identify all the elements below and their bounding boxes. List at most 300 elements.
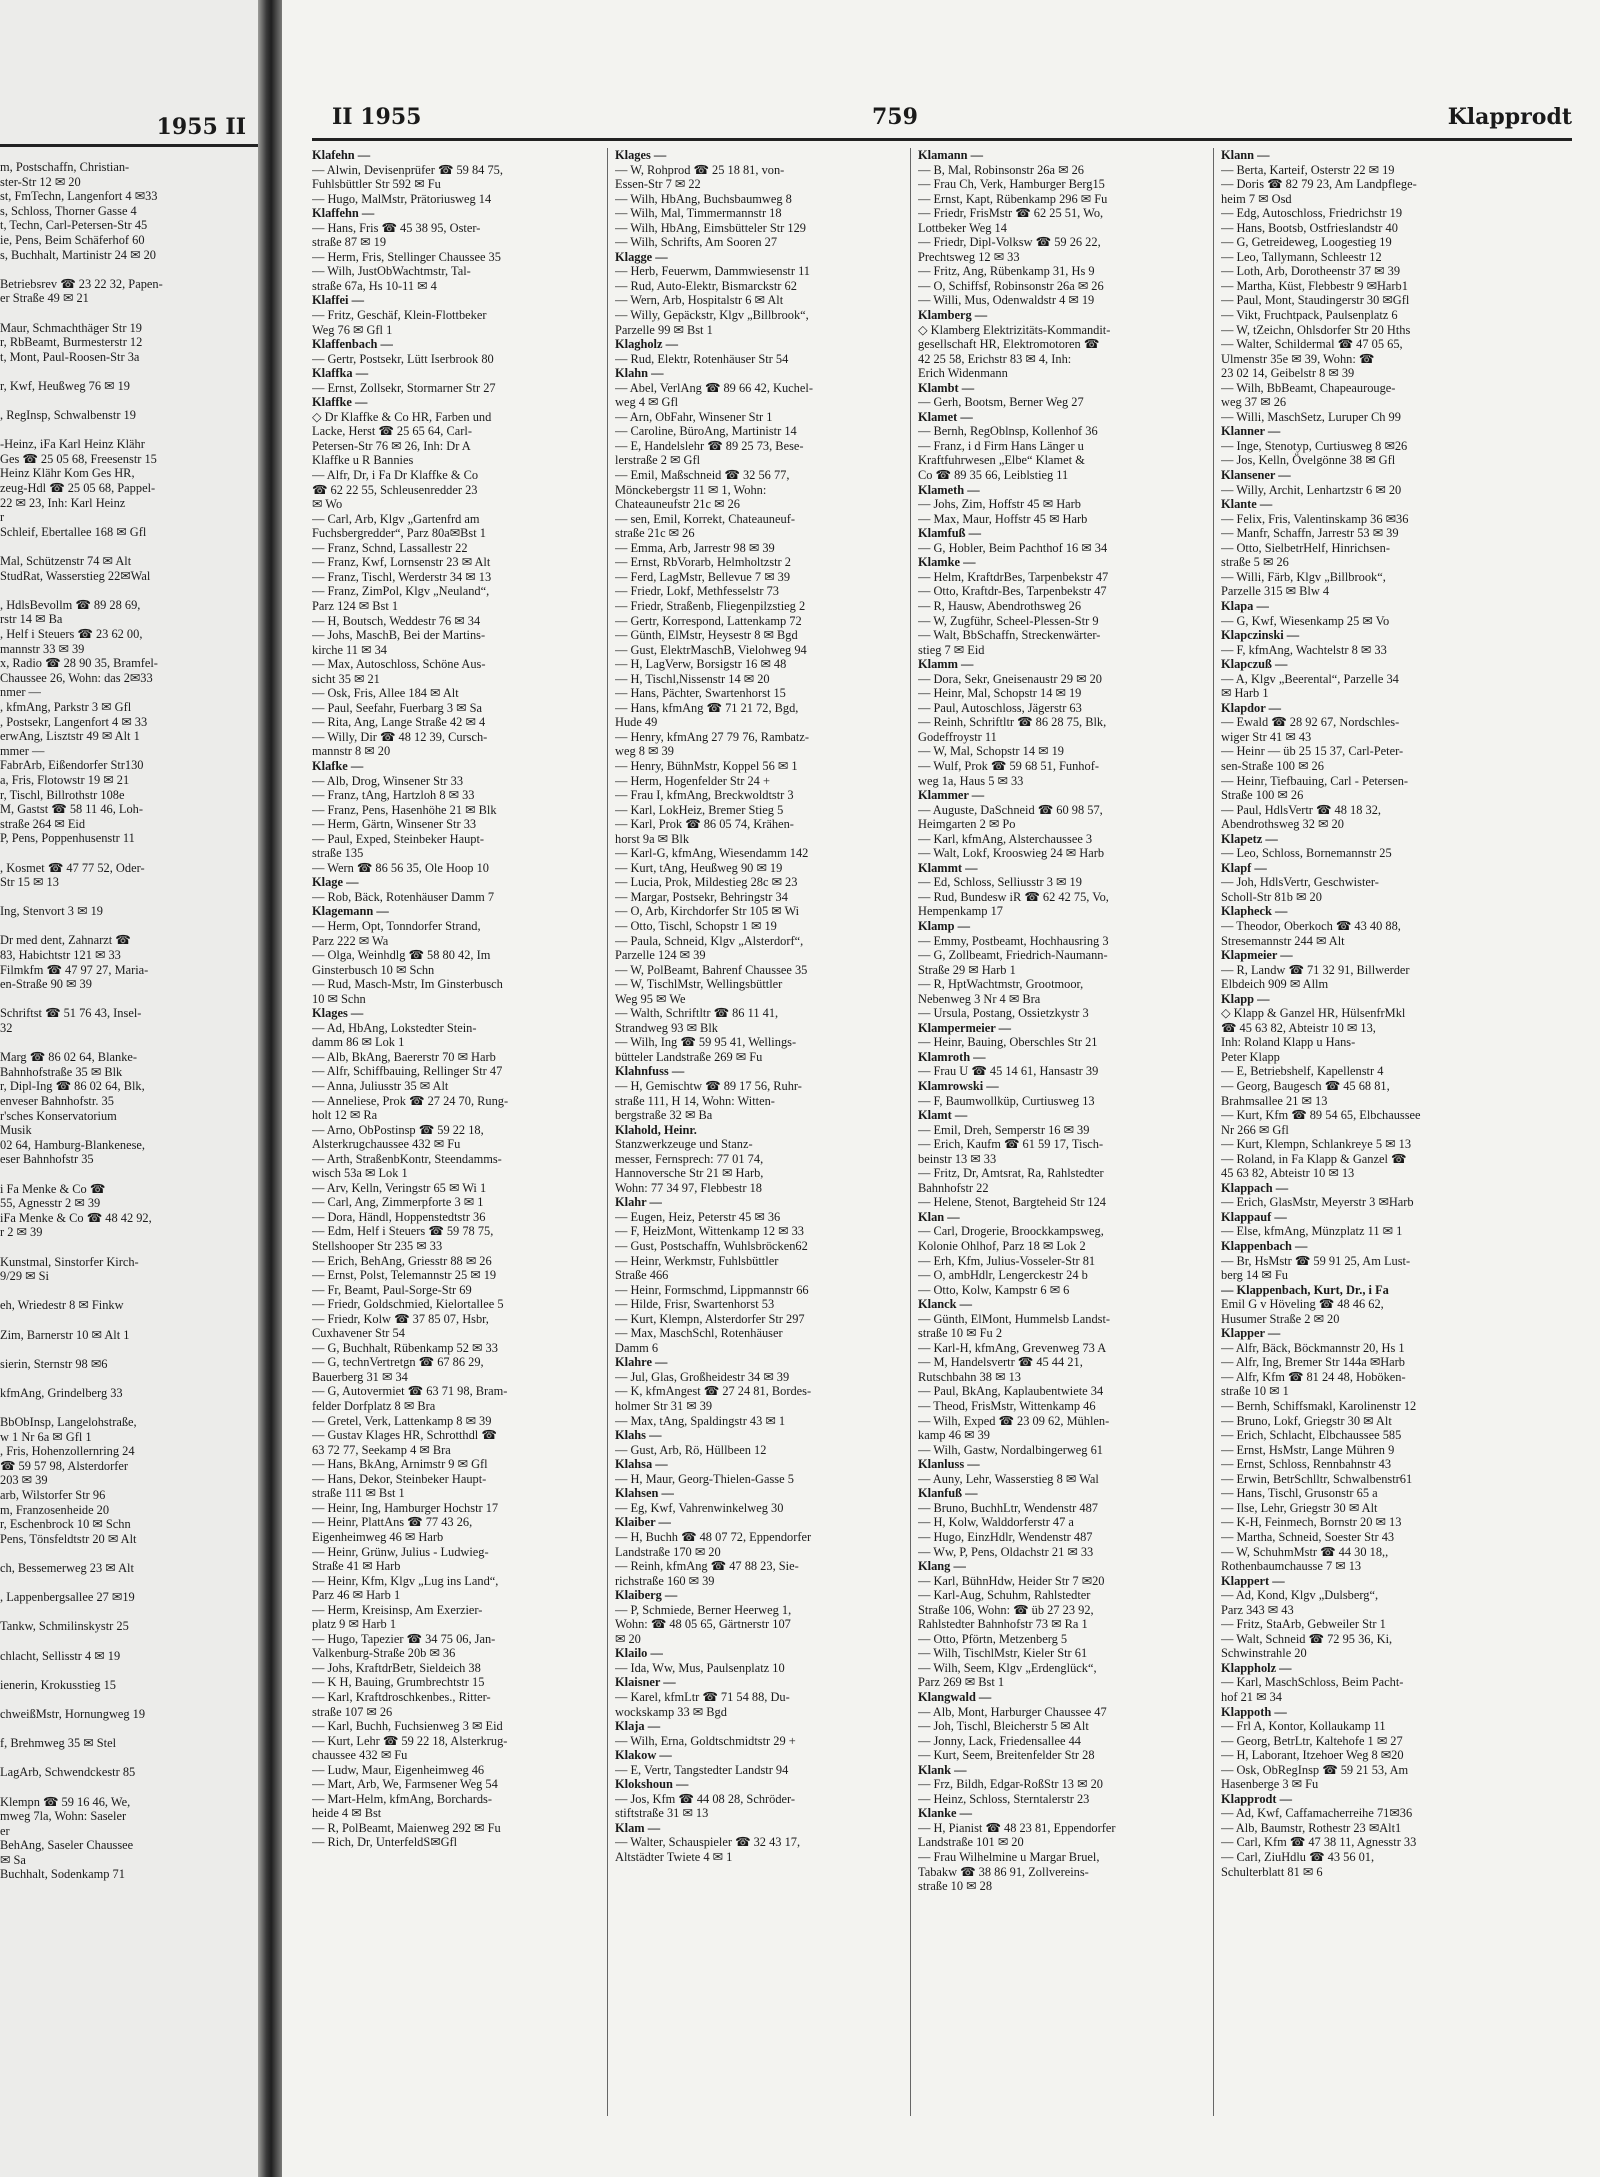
directory-entry-line: — R, PolBeamt, Maienweg 292 ✉ Fu [312, 1820, 501, 1835]
directory-entry-line: — Wilh, Gastw, Nordalbingerweg 61 [918, 1442, 1103, 1457]
directory-entry-line: Klameth — [918, 482, 980, 497]
directory-entry-line [0, 306, 250, 321]
directory-entry-line: straße 135 [312, 846, 364, 861]
directory-entry-line: Klampermeier — [918, 1020, 1012, 1035]
directory-entry-line: — Otto, SielbetrHelf, Hinrichsen- [1221, 540, 1390, 555]
directory-entry-line: Heimgarten 2 ✉ Po [918, 817, 1016, 832]
directory-entry-line: Chateauneufstr 21c ✉ 26 [615, 497, 740, 512]
directory-entry-line: — Wilh, Ing ☎ 59 95 41, Wellings- [615, 1035, 797, 1050]
page-number: 759 [872, 104, 918, 130]
directory-entry-line: — Ernst, Kapt, Rübenkamp 296 ✉ Fu [918, 191, 1108, 206]
directory-entry-line: platz 9 ✉ Harb 1 [312, 1617, 397, 1632]
directory-entry-line: eser Bahnhofstr 35 [0, 1152, 94, 1167]
directory-entry-line: — Franz, Schnd, Lassallestr 22 [312, 540, 468, 555]
directory-entry-line: — Hans, Pächter, Swartenhorst 15 [615, 686, 786, 701]
directory-entry-line: Parz 124 ✉ Bst 1 [312, 598, 399, 613]
directory-entry-line: — Franz, Tischl, Werderstr 34 ✉ 13 [312, 569, 492, 584]
directory-entry-line: Klanluss — [918, 1457, 980, 1472]
directory-entry-line: straße 111 ✉ Bst 1 [312, 1486, 405, 1501]
directory-entry-line: — Willi, MaschSetz, Luruper Ch 99 [1221, 409, 1401, 424]
directory-entry-line: r, Kwf, Heußweg 76 ✉ 19 [0, 378, 130, 393]
directory-entry-line: — Mart, Arb, We, Farmsener Weg 54 [312, 1777, 498, 1792]
directory-entry-line: kamp 46 ✉ 39 [918, 1428, 990, 1443]
directory-entry-line: — H, Maur, Georg-Thielen-Gasse 5 [615, 1471, 794, 1486]
directory-entry-line: Klahn — [615, 366, 664, 381]
directory-entry-line: , Postsekr, Langenfort 4 ✉ 33 [0, 714, 148, 729]
directory-entry-line: beinstr 13 ✉ 33 [918, 1151, 997, 1166]
directory-entry-line: — Martha, Schneid, Soester Str 43 [1221, 1529, 1395, 1544]
directory-entry-line: — Günth, ElMont, Hummelsb Landst- [918, 1311, 1111, 1326]
directory-entry-line: — G, technVertretgn ☎ 67 86 29, [312, 1355, 484, 1370]
directory-entry-line: i Fa Menke & Co ☎ [0, 1181, 106, 1196]
directory-entry-line: — Friedr, FrisMstr ☎ 62 25 51, Wo, [918, 206, 1104, 221]
directory-entry-line: Essen-Str 7 ✉ 22 [615, 177, 701, 192]
directory-entry-line: — Max, Autoschloss, Schöne Aus- [312, 657, 486, 672]
directory-entry-line: — Bruno, Lokf, Griegstr 30 ✉ Alt [1221, 1413, 1392, 1428]
directory-entry-line: 203 ✉ 39 [0, 1473, 48, 1488]
directory-entry-line: — Frau Ch, Verk, Hamburger Berg15 [918, 177, 1105, 192]
header-edition: II 1955 [332, 104, 422, 130]
directory-entry-line [0, 262, 250, 277]
directory-entry-line: sierin, Sternstr 98 ✉6 [0, 1356, 108, 1371]
directory-entry-line: ◇ Klamberg Elektrizitäts-Kommandit- [918, 322, 1111, 337]
directory-entry-line: Klaisner — [615, 1675, 676, 1690]
directory-entry-line: — Fritz, Dr, Amtsrat, Ra, Rahlstedter [918, 1166, 1104, 1181]
directory-entry-line: — Br, HsMstr ☎ 59 91 25, Am Lust- [1221, 1253, 1411, 1268]
directory-entry-line: r'sches Konservatorium [0, 1108, 117, 1123]
directory-entry-line: — Hans, Bootsb, Ostfrieslandstr 40 [1221, 220, 1398, 235]
directory-entry-line: — Wilh, Schrifts, Am Sooren 27 [615, 235, 778, 250]
directory-entry-line: — Wilh, HbAng, Buchsbaumweg 8 [615, 191, 792, 206]
directory-entry-line: Damm 6 [615, 1340, 659, 1355]
directory-entry-line: berg 14 ✉ Fu [1221, 1268, 1288, 1283]
directory-entry-line: damm 86 ✉ Lok 1 [312, 1035, 405, 1050]
directory-entry-line: stiftstraße 31 ✉ 13 [615, 1806, 709, 1821]
directory-entry-line: — Alfr, Bäck, Böckmannstr 20, Hs 1 [1221, 1340, 1405, 1355]
directory-entry-line: — E, Vertr, Tangstedter Landstr 94 [615, 1762, 789, 1777]
directory-entry-line: Kunstmal, Sinstorfer Kirch- [0, 1254, 139, 1269]
directory-entry-line: — E, Betriebshelf, Kapellenstr 4 [1221, 1064, 1384, 1079]
header-catchword: Klapprodt [1447, 104, 1572, 130]
directory-entry-line: — Gertr, Korrespond, Lattenkamp 72 [615, 613, 802, 628]
directory-entry-line: — Carl, Kfm ☎ 47 38 11, Agnesstr 33 [1221, 1835, 1417, 1850]
directory-entry-line: Ges ☎ 25 05 68, Freesenstr 15 [0, 451, 157, 466]
directory-entry-line: weg 4 ✉ Gfl [615, 395, 679, 410]
directory-entry-line: Rothenbaumchausse 7 ✉ 13 [1221, 1559, 1362, 1574]
directory-entry-line: Heinz Klähr Kom Ges HR, [0, 466, 135, 481]
directory-entry-line: Parzelle 124 ✉ 39 [615, 948, 706, 963]
directory-entry-line: — Max, MaschSchl, Rotenhäuser [615, 1326, 783, 1341]
directory-entry-line: Klahs — [615, 1428, 662, 1443]
directory-column-4 [1221, 148, 1517, 2116]
directory-entry-line: Weg 95 ✉ We [615, 991, 686, 1006]
directory-entry-line: nmer — [0, 685, 41, 700]
directory-entry-line: — Ed, Schloss, Selliusstr 3 ✉ 19 [918, 875, 1082, 890]
directory-entry-line: Klammt — [918, 860, 978, 875]
directory-entry-line: Bahnhofstraße 35 ✉ Blk [0, 1064, 123, 1079]
directory-entry-line: Altstädter Twiete 4 ✉ 1 [615, 1849, 733, 1864]
directory-entry-line: — R, Landw ☎ 71 32 91, Billwerder [1221, 962, 1410, 977]
directory-entry-line: Peter Klapp [1221, 1049, 1280, 1064]
directory-entry-line: Straße 41 ✉ Harb [312, 1559, 401, 1574]
directory-entry-line: Klamke — [918, 555, 976, 570]
directory-entry-line: Parzelle 315 ✉ Blw 4 [1221, 584, 1330, 599]
directory-entry-line: Klamet — [918, 409, 973, 424]
directory-entry-line: Weg 76 ✉ Gfl 1 [312, 322, 393, 337]
directory-entry-line: Musik [0, 1123, 32, 1138]
directory-entry-line: M, Gastst ☎ 58 11 46, Loh- [0, 802, 144, 817]
directory-entry-line: — Friedr, Straßenb, Fliegenpilzstieg 2 [615, 598, 806, 613]
directory-entry-line: wockskamp 33 ✉ Bgd [615, 1704, 727, 1719]
directory-entry-line: — Alb, BkAng, Baererstr 70 ✉ Harb [312, 1049, 496, 1064]
directory-entry-line: — Carl, ZiuHdlu ☎ 43 56 01, [1221, 1849, 1375, 1864]
directory-entry-line: — Kurt, Seem, Breitenfelder Str 28 [918, 1748, 1095, 1763]
directory-entry-line: — Herm, Hogenfelder Str 24 + [615, 773, 770, 788]
directory-entry-line: Klailo — [615, 1646, 663, 1661]
directory-entry-line: hof 21 ✉ 34 [1221, 1689, 1282, 1704]
directory-entry-line: Klaffei — [312, 293, 364, 308]
directory-entry-line: Klapheck — [1221, 904, 1288, 919]
directory-entry-line: Klamm — [918, 657, 974, 672]
directory-entry-line: — Erich, GlasMstr, Meyerstr 3 ✉Harb [1221, 1195, 1414, 1210]
directory-entry-line: Lacke, Herst ☎ 25 65 64, Carl- [312, 424, 472, 439]
directory-entry-line: Parz 46 ✉ Harb 1 [312, 1588, 401, 1603]
directory-entry-line: gesellschaft HR, Elektromotoren ☎ [918, 337, 1100, 352]
directory-entry-line: — Caroline, BüroAng, Martinistr 14 [615, 424, 797, 439]
directory-entry-line [0, 1036, 250, 1051]
directory-entry-line: Klaiber — [615, 1515, 671, 1530]
directory-entry-line [0, 539, 250, 554]
directory-entry-line: Schleif, Ebertallee 168 ✉ Gfl [0, 524, 147, 539]
directory-entry-line: — Gretel, Verk, Lattenkamp 8 ✉ 39 [312, 1413, 492, 1428]
directory-entry-line: w 1 Nr 6a ✉ Gfl 1 [0, 1429, 92, 1444]
directory-entry-line: — Helm, KraftdrBes, Tarpenbekstr 47 [918, 569, 1109, 584]
directory-entry-line: — Frz, Bildh, Edgar-RoßStr 13 ✉ 20 [918, 1777, 1103, 1792]
directory-entry-line: — Walter, Schauspieler ☎ 32 43 17, [615, 1835, 801, 1850]
directory-entry-line: Klanfuß — [918, 1486, 978, 1501]
left-page [0, 0, 258, 2177]
directory-entry-line: Klamfuß — [918, 526, 981, 541]
directory-entry-line: — Fritz, Ang, Rübenkamp 31, Hs 9 [918, 264, 1095, 279]
directory-entry-line: Landstraße 170 ✉ 20 [615, 1544, 721, 1559]
directory-entry-line: — K, kfmAngest ☎ 27 24 81, Bordes- [615, 1384, 812, 1399]
directory-entry-line: Strandweg 93 ✉ Blk [615, 1020, 718, 1035]
directory-entry-line: — Ilse, Lehr, Griegstr 30 ✉ Alt [1221, 1500, 1378, 1515]
directory-entry-line: chaussee 432 ✉ Fu [312, 1748, 408, 1763]
directory-entry-line: Stresemannstr 244 ✉ Alt [1221, 933, 1345, 948]
directory-entry-line: — Dora, Sekr, Gneisenaustr 29 ✉ 20 [918, 671, 1103, 686]
directory-entry-line: — Hans, Fris ☎ 45 38 95, Oster- [312, 220, 481, 235]
directory-entry-line: heim 7 ✉ Osd [1221, 191, 1292, 206]
directory-entry-line: — Auguste, DaSchneid ☎ 60 98 57, [918, 802, 1103, 817]
directory-entry-line: — Osk, ObRegInsp ☎ 59 21 53, Am [1221, 1762, 1409, 1777]
directory-entry-line: — Reinh, Schriftltr ☎ 86 28 75, Blk, [918, 715, 1107, 730]
directory-entry-line: — Willy, Gepäckstr, Klgv „Billbrook“, [615, 308, 809, 323]
directory-entry-line: — Rud, Elektr, Rotenhäuser Str 54 [615, 351, 789, 366]
directory-entry-line: — W, PolBeamt, Bahrenf Chaussee 35 [615, 962, 808, 977]
directory-entry-line: kfmAng, Grindelberg 33 [0, 1385, 123, 1400]
directory-entry-line: Mal, Schützenstr 74 ✉ Alt [0, 554, 132, 569]
directory-entry-line: Elbdeich 909 ✉ Allm [1221, 977, 1329, 992]
directory-entry-line: — Henry, BühnMstr, Koppel 56 ✉ 1 [615, 758, 798, 773]
directory-entry-line: — Emmy, Postbeamt, Hochhausring 3 [918, 933, 1109, 948]
directory-entry-line [0, 846, 250, 861]
left-page-column [0, 160, 250, 1882]
directory-entry-line: — Karl-G, kfmAng, Wiesendamm 142 [615, 846, 809, 861]
directory-entry-line: — Leo, Tallymann, Schleestr 12 [1221, 249, 1382, 264]
directory-entry-line: P, Pens, Poppenhusenstr 11 [0, 831, 135, 846]
directory-entry-line: Bauerberg 31 ✉ 34 [312, 1369, 408, 1384]
directory-entry-line: straße 10 ✉ Fu 2 [918, 1326, 1003, 1341]
directory-entry-line: wiger Str 41 ✉ 43 [1221, 729, 1312, 744]
directory-entry-line: — Willy, Dir ☎ 48 12 39, Cursch- [312, 729, 488, 744]
directory-entry-line: Klanck — [918, 1297, 973, 1312]
directory-entry-line: — Kurt, tAng, Heußweg 90 ✉ 19 [615, 860, 783, 875]
directory-entry-line: ✉ Harb 1 [1221, 686, 1269, 701]
directory-entry-line: — Bernh, RegOblnsp, Kollenhof 36 [918, 424, 1098, 439]
directory-entry-line: — Herm, Gärtn, Winsener Str 33 [312, 817, 477, 832]
directory-entry-line: — Wern ☎ 86 56 35, Ole Hoop 10 [312, 860, 489, 875]
directory-entry-line: Klahre — [615, 1355, 668, 1370]
directory-entry-line: — Heinr, Grünw, Julius - Ludwieg- [312, 1544, 489, 1559]
directory-entry-line: Kraftfuhrwesen „Elbe“ Klamet & [918, 453, 1085, 468]
directory-entry-line: — Erh, Kfm, Julius-Vosseler-Str 81 [918, 1253, 1096, 1268]
directory-entry-line: — Paul, Autoschloss, Jägerstr 63 [918, 700, 1082, 715]
directory-entry-line: — Auny, Lehr, Wasserstieg 8 ✉ Wal [918, 1471, 1099, 1486]
directory-entry-line: — Jul, Glas, Großheidestr 34 ✉ 39 [615, 1369, 790, 1384]
directory-entry-line: m, Franzosenheide 20 [0, 1502, 110, 1517]
directory-entry-line: Scholl-Str 81b ✉ 20 [1221, 889, 1322, 904]
directory-entry-line: Bahnhofstr 22 [918, 1180, 989, 1195]
directory-entry-line: — Ewald ☎ 28 92 67, Nordschles- [1221, 715, 1400, 730]
directory-entry-line: — Kurt, Klempn, Schlankreye 5 ✉ 13 [1221, 1137, 1412, 1152]
directory-entry-line: 42 25 58, Erichstr 83 ✉ 4, Inh: [918, 351, 1072, 366]
directory-entry-line: — Arv, Kelln, Veringstr 65 ✉ Wi 1 [312, 1180, 487, 1195]
directory-entry-line: — Paula, Schneid, Klgv „Alsterdorf“, [615, 933, 804, 948]
directory-entry-line: horst 9a ✉ Blk [615, 831, 690, 846]
directory-entry-line: Marg ☎ 86 02 64, Blanke- [0, 1050, 138, 1065]
directory-entry-line: Klappoth — [1221, 1704, 1287, 1719]
directory-entry-line: Klapczinski — [1221, 628, 1300, 643]
directory-entry-line: — Wilh, Exped ☎ 23 09 62, Mühlen- [918, 1413, 1110, 1428]
directory-entry-line: — Wilh, Mal, Timmermannstr 18 [615, 206, 782, 221]
directory-entry-line: — Frau I, kfmAng, Breckwoldtstr 3 [615, 788, 794, 803]
directory-entry-line: Klapetz — [1221, 831, 1278, 846]
directory-entry-line: — Eg, Kwf, Vahrenwinkelweg 30 [615, 1500, 784, 1515]
directory-entry-line: — Rita, Ang, Lange Straße 42 ✉ 4 [312, 715, 486, 730]
directory-entry-line: — Vikt, Fruchtpack, Paulsenplatz 6 [1221, 308, 1398, 323]
directory-entry-line: ie, Pens, Beim Schäferhof 60 [0, 232, 145, 247]
directory-entry-line: Klambt — [918, 380, 975, 395]
directory-entry-line: — Henry, kfmAng 27 79 76, Rambatz- [615, 729, 809, 744]
directory-entry-line: — Alfr, Dr, i Fa Dr Klaffke & Co [312, 468, 479, 483]
directory-entry-line: — Karl, BühnHdw, Heider Str 7 ✉20 [918, 1573, 1105, 1588]
directory-entry-line: x, Radio ☎ 28 90 35, Bramfel- [0, 656, 158, 671]
directory-entry-line: weg 8 ✉ 39 [615, 744, 674, 759]
directory-entry-line: — Friedr, Lokf, Methfesselstr 73 [615, 584, 779, 599]
directory-entry-line: — Wilh, HbAng, Eimsbütteler Str 129 [615, 220, 806, 235]
directory-entry-line: — Loth, Arb, Dorotheenstr 37 ✉ 39 [1221, 264, 1401, 279]
directory-entry-line: — Wern, Arb, Hospitalstr 6 ✉ Alt [615, 293, 784, 308]
directory-entry-line: er [0, 1823, 10, 1838]
directory-entry-line: holt 12 ✉ Ra [312, 1108, 378, 1123]
directory-entry-line: — Lucia, Prok, Mildestieg 28c ✉ 23 [615, 875, 798, 890]
directory-entry-line: — Wilh, Seem, Klgv „Erdenglück“, [918, 1660, 1097, 1675]
directory-entry-line: s, Schloss, Thorner Gasse 4 [0, 203, 137, 218]
directory-entry-line: Straße 466 [615, 1268, 669, 1283]
directory-entry-line: mweg 7la, Wohn: Saseler [0, 1809, 127, 1824]
directory-entry-line: Klam — [615, 1820, 661, 1835]
directory-entry-line: — Willi, Färb, Klgv „Billbrook“, [1221, 569, 1386, 584]
directory-entry-line [0, 1167, 250, 1182]
directory-column-3 [918, 148, 1214, 2116]
directory-entry-line: Maur, Schmachthäger Str 19 [0, 320, 142, 335]
directory-entry-line: — Günth, ElMstr, Heysestr 8 ✉ Bgd [615, 628, 798, 643]
directory-entry-line: f, Brehmweg 35 ✉ Stel [0, 1736, 117, 1751]
directory-entry-line: — Paul, HdlsVertr ☎ 48 18 32, [1221, 802, 1381, 817]
directory-entry-line: straße 67a, Hs 10-11 ✉ 4 [312, 278, 437, 293]
directory-entry-line: — Carl, Drogerie, Broockkampsweg, [918, 1224, 1104, 1239]
directory-entry-line: — Ad, Kwf, Caffamacherreihe 71✉36 [1221, 1806, 1413, 1821]
directory-entry-line [0, 583, 250, 598]
directory-entry-line: — Heinz, Schloss, Sterntalerstr 23 [918, 1791, 1090, 1806]
directory-entry-line: — W, TischlMstr, Wellingsbüttler [615, 977, 783, 992]
directory-entry-line: mannstr 33 ✉ 39 [0, 641, 85, 656]
directory-entry-line: — Karl, MaschSchloss, Beim Pacht- [1221, 1675, 1404, 1690]
directory-entry-line: — Osk, Fris, Allee 184 ✉ Alt [312, 686, 459, 701]
directory-entry-line: — Hans, BkAng, Arnimstr 9 ✉ Gfl [312, 1457, 488, 1472]
directory-entry-line: — H, Pianist ☎ 48 23 81, Eppendorfer [918, 1820, 1116, 1835]
directory-entry-line: — Inge, Stenotyp, Curtiusweg 8 ✉26 [1221, 438, 1408, 453]
directory-entry-line: — Joh, Tischl, Bleicherstr 5 ✉ Alt [918, 1719, 1089, 1734]
directory-entry-line: — Ferd, LagMstr, Bellevue 7 ✉ 39 [615, 569, 791, 584]
directory-entry-line: — Heinr, Kfm, Klgv „Lug ins Land“, [312, 1573, 499, 1588]
directory-entry-line: 02 64, Hamburg-Blankenese, [0, 1137, 145, 1152]
directory-entry-line: — Kurt, Lehr ☎ 59 22 18, Alsterkrug- [312, 1733, 508, 1748]
directory-entry-line: — Frau Wilhelmine u Margar Bruel, [918, 1849, 1100, 1864]
directory-entry-line: ◇ Klapp & Ganzel HR, HülsenfrMkl [1221, 1006, 1406, 1021]
directory-entry-line: Klan — [918, 1209, 960, 1224]
directory-entry-line: richstraße 160 ✉ 39 [615, 1573, 715, 1588]
directory-entry-line [0, 1400, 250, 1415]
directory-entry-line: Klages — [615, 148, 667, 162]
directory-entry-line: Buchhalt, Sodenkamp 71 [0, 1867, 125, 1882]
directory-entry-line: Stanzwerkzeuge und Stanz- [615, 1137, 753, 1152]
directory-entry-line: 83, Habichtstr 121 ✉ 33 [0, 948, 121, 963]
directory-entry-line: arb, Wilstorfer Str 96 [0, 1488, 106, 1503]
directory-entry-line: Klagemann — [312, 904, 389, 919]
directory-entry-line: Parz 269 ✉ Bst 1 [918, 1675, 1005, 1690]
directory-entry-line: — Alb, Drog, Winsener Str 33 [312, 773, 464, 788]
directory-entry-line: Cuxhavener Str 54 [312, 1326, 405, 1341]
directory-entry-line: — Friedr, Dipl-Volksw ☎ 59 26 22, [918, 235, 1101, 250]
directory-entry-line: — Hilde, Frisr, Swartenhorst 53 [615, 1297, 775, 1312]
directory-entry-line: — Emil, Maßschneid ☎ 32 56 77, [615, 468, 790, 483]
directory-entry-line [0, 423, 250, 438]
directory-entry-line: Klahsen — [615, 1486, 674, 1501]
directory-entry-line: Ing, Stenvort 3 ✉ 19 [0, 904, 103, 919]
directory-entry-line: Emil G v Höveling ☎ 48 46 62, [1221, 1297, 1384, 1312]
directory-entry-line: — Johs, Zim, Hoffstr 45 ✉ Harb [918, 497, 1081, 512]
directory-entry-line: Klempn ☎ 59 16 46, We, [0, 1794, 131, 1809]
directory-entry-line: -Heinz, iFa Karl Heinz Klähr [0, 437, 145, 452]
directory-entry-line: Klansener — [1221, 468, 1291, 483]
directory-entry-line [0, 1634, 250, 1649]
directory-entry-line: Inh: Roland Klapp u Hans- [1221, 1035, 1356, 1050]
directory-entry-line: — Karel, kfmLtr ☎ 71 54 88, Du- [615, 1689, 790, 1704]
directory-entry-line: Kolonie Ohlhof, Parz 18 ✉ Lok 2 [918, 1239, 1086, 1254]
directory-entry-line: — Karl, kfmAng, Alsterchaussee 3 [918, 831, 1093, 846]
directory-entry-line: — Ad, HbAng, Lokstedter Stein- [312, 1020, 477, 1035]
directory-entry-line: — Jos, Kfm ☎ 44 08 28, Schröder- [615, 1791, 796, 1806]
directory-entry-line: — Bruno, BuchhLtr, Wendenstr 487 [918, 1500, 1098, 1515]
directory-entry-line: mannstr 8 ✉ 20 [312, 744, 391, 759]
directory-entry-line: Klaffke u R Bannies [312, 453, 414, 468]
directory-entry-line: — Ludw, Maur, Eigenheimweg 46 [312, 1762, 485, 1777]
directory-entry-line: — Alwin, Devisenprüfer ☎ 59 84 75, [312, 162, 503, 177]
directory-entry-line: Klank — [918, 1762, 967, 1777]
directory-entry-line: r, Eschenbrock 10 ✉ Schn [0, 1517, 131, 1532]
directory-entry-line: Pens, Tönsfeldtstr 20 ✉ Alt [0, 1531, 137, 1546]
directory-entry-line: — Ad, Kond, Klgv „Dulsberg“, [1221, 1588, 1379, 1603]
directory-entry-line: , kfmAng, Parkstr 3 ✉ Gfl [0, 699, 132, 714]
directory-entry-line: — H, Gemischtw ☎ 89 17 56, Ruhr- [615, 1079, 802, 1093]
directory-entry-line: — Carl, Ang, Zimmerpforte 3 ✉ 1 [312, 1195, 484, 1210]
directory-entry-line: — Walt, Lokf, Krooswieg 24 ✉ Harb [918, 846, 1105, 861]
directory-entry-line: ☎ 62 22 55, Schleusenredder 23 [312, 482, 478, 497]
directory-entry-line: bütteler Landstraße 269 ✉ Fu [615, 1049, 763, 1064]
directory-entry-line: Hannoversche Str 21 ✉ Harb, [615, 1166, 764, 1181]
directory-entry-line: — Kurt, Kfm ☎ 89 54 65, Elbchaussee [1221, 1108, 1421, 1123]
directory-entry-line: Prechtsweg 12 ✉ 33 [918, 249, 1020, 264]
directory-entry-line: — Arno, ObPostinsp ☎ 59 22 18, [312, 1122, 484, 1137]
directory-entry-line: — Bernh, Schiffsmakl, Karolinenstr 12 [1221, 1399, 1417, 1414]
directory-entry-line: — G, Autovermiet ☎ 63 71 98, Bram- [312, 1384, 508, 1399]
directory-entry-line: Zim, Barnerstr 10 ✉ Alt 1 [0, 1327, 130, 1342]
directory-entry-line: — Reinh, kfmAng ☎ 47 88 23, Sie- [615, 1559, 799, 1574]
directory-entry-line: — Arn, ObFahr, Winsener Str 1 [615, 409, 773, 424]
directory-entry-line: Klapprodt — [1221, 1791, 1293, 1806]
directory-entry-line: Klappenbach — [1221, 1239, 1308, 1254]
directory-entry-line: — Eugen, Heiz, Peterstr 45 ✉ 36 [615, 1209, 781, 1224]
directory-entry-line: — Gertr, Postsekr, Lütt Iserbrook 80 [312, 351, 494, 366]
directory-entry-line: — Max, tAng, Spaldingstr 43 ✉ 1 [615, 1413, 786, 1428]
directory-entry-line: — Heinr — üb 25 15 37, Carl-Peter- [1221, 744, 1404, 759]
directory-entry-line [0, 364, 250, 379]
directory-entry-line: — W, SchuhmMstr ☎ 44 30 18,, [1221, 1544, 1389, 1559]
directory-entry-line: ✉ Sa [0, 1852, 26, 1867]
directory-entry-line [0, 1663, 250, 1678]
directory-entry-line: — Mart-Helm, kfmAng, Borchards- [312, 1791, 492, 1806]
directory-entry-line: Klaiberg — [615, 1588, 678, 1603]
directory-entry-line: Klagholz — [615, 337, 678, 352]
directory-entry-line: sen-Straße 100 ✉ 26 [1221, 758, 1324, 773]
directory-entry-line: Schulterblatt 81 ✉ 6 [1221, 1864, 1323, 1879]
directory-entry-line: — H, Laborant, Itzehoer Weg 8 ✉20 [1221, 1748, 1404, 1763]
directory-entry-line: — Otto, Kolw, Kampstr 6 ✉ 6 [918, 1282, 1070, 1297]
directory-entry-line: Klang — [918, 1559, 966, 1574]
directory-entry-line: — K H, Bauing, Grumbrechtstr 15 [312, 1675, 485, 1690]
directory-entry-line: ☎ 59 57 98, Alsterdorfer [0, 1458, 128, 1473]
directory-entry-line: straße 10 ✉ 1 [1221, 1384, 1289, 1399]
directory-entry-line: 45 63 82, Abteistr 10 ✉ 13 [1221, 1166, 1355, 1181]
directory-entry-line: Klamberg — [918, 308, 988, 323]
directory-entry-line: en-Straße 90 ✉ 39 [0, 977, 92, 992]
book-gutter [258, 0, 282, 2177]
directory-entry-line [0, 1576, 250, 1591]
directory-entry-line: straße 10 ✉ 28 [918, 1879, 993, 1894]
directory-entry-line: — Friedr, Kolw ☎ 37 85 07, Hsbr, [312, 1311, 489, 1326]
